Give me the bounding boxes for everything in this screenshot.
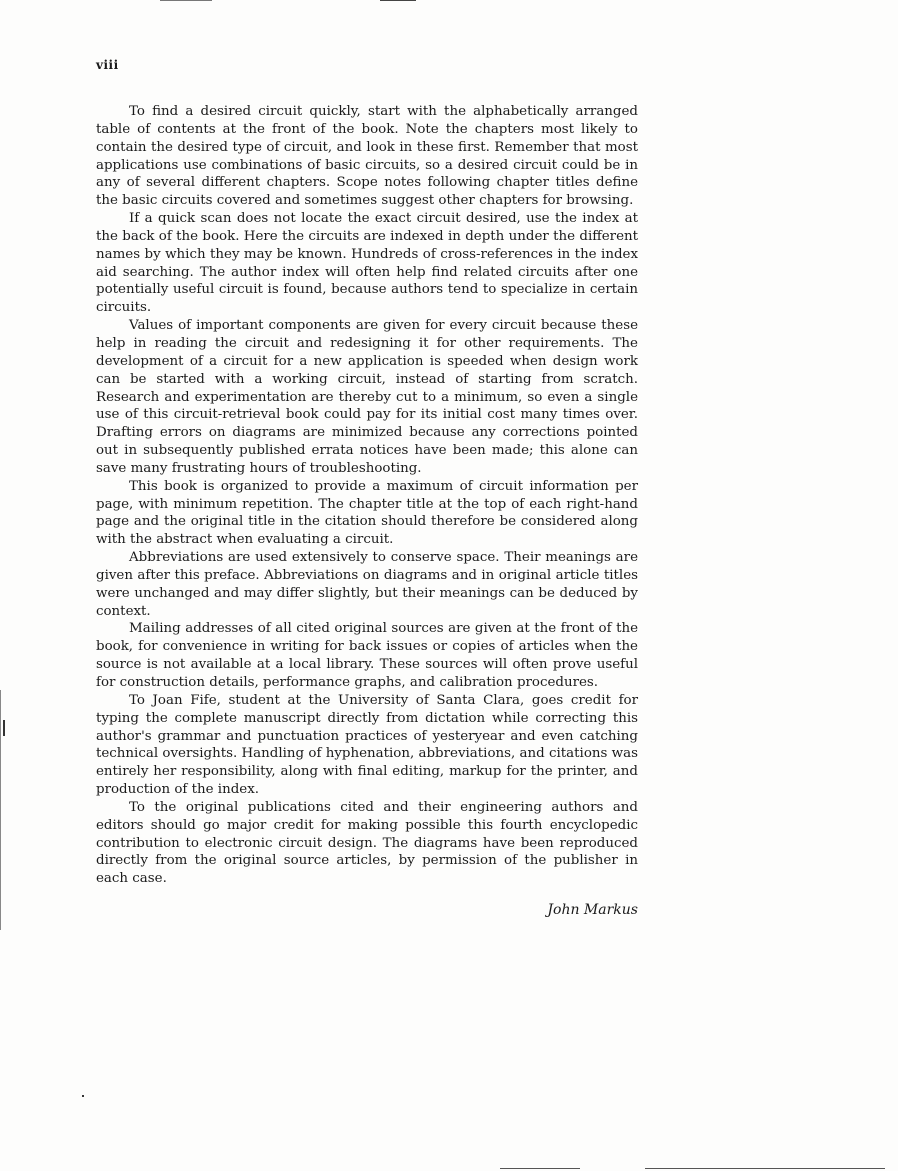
page-number: viii: [96, 58, 119, 72]
scan-mark: [500, 1168, 580, 1169]
preface-body: [96, 103, 638, 888]
scan-mark: [160, 0, 212, 1]
paragraph: To find a desired circuit quickly, start with the alphabetically arranged table of contents at the front of the book. Note the chapters most likely to contain the desired type of circuit, and look in these first. Remember that most applications use combinations of basic circuits, so a desired circuit could be in any of several different chapters. Scope notes following chapter titles define the basic circuits covered and sometimes suggest other chapters for browsing.: [96, 104, 638, 209]
paragraph: This book is organized to provide a maximum of circuit information per page, with minimum repetition. The chapter title at the top of each right-hand page and the original title in the citation should therefore be considered along with the abstract when evaluating a circuit.: [96, 478, 638, 548]
paragraph: To the original publications cited and their engineering authors and editors should go major credit for making possible this fourth encyclopedic contribution to electronic circuit design. The diagrams have been reproduced directly from the original source articles, by permission of the publisher in each case.: [96, 799, 638, 887]
paragraph: Abbreviations are used extensively to conserve space. Their meanings are given after this preface. Abbreviations on diagrams and in original article titles were unchanged and may differ slightly, but their meanings can be deduced by context.: [96, 550, 638, 619]
paragraph: To Joan Fife, student at the University of Santa Clara, goes credit for typing the complete manuscript directly from dictation while correcting this author's grammar and punctuation practices of yesteryear and even catching technical oversights. Handling of hyphenation, abbreviations, and citations was entirely her responsibility, along with final editing, markup for the printer, and production of the index.: [96, 692, 638, 798]
paragraph: If a quick scan does not locate the exact circuit desired, use the index at the back of the book. Here the circuits are indexed in depth under the different names by which they may be known. Hundreds of cross-references in the index aid searching. The author index will often help find related circuits after one potentially useful circuit is found, because authors tend to specialize in certain circuits.: [96, 211, 638, 316]
scan-speck: [82, 1095, 84, 1097]
scan-edge-mark: [3, 720, 5, 736]
paragraph: Mailing addresses of all cited original sources are given at the front of the book, for convenience in writing for back issues or copies of articles when the source is not available at a local library. These sources will often prove useful for construction details, performance graphs, and calibration procedures.: [96, 621, 638, 690]
scan-edge-mark: [0, 690, 1, 930]
author-signature: John Markus: [547, 902, 638, 918]
scan-mark: [645, 1168, 885, 1169]
paragraph: Values of important components are given for every circuit because these help in reading the circuit and redesigning it for other requirements. The development of a circuit for a new application is speeded when design work can be started with a working circuit, instead of starting from scratch. Research and experimentation are thereby cut to a minimum, so even a single use of this circuit-retrieval book could pay for its initial cost many times over. Drafting errors on diagrams are minimized because any corrections pointed out in subsequently published errata notices have been made; this alone can save many frustrating hours of troubleshooting.: [96, 318, 638, 476]
scan-mark: [380, 0, 416, 1]
